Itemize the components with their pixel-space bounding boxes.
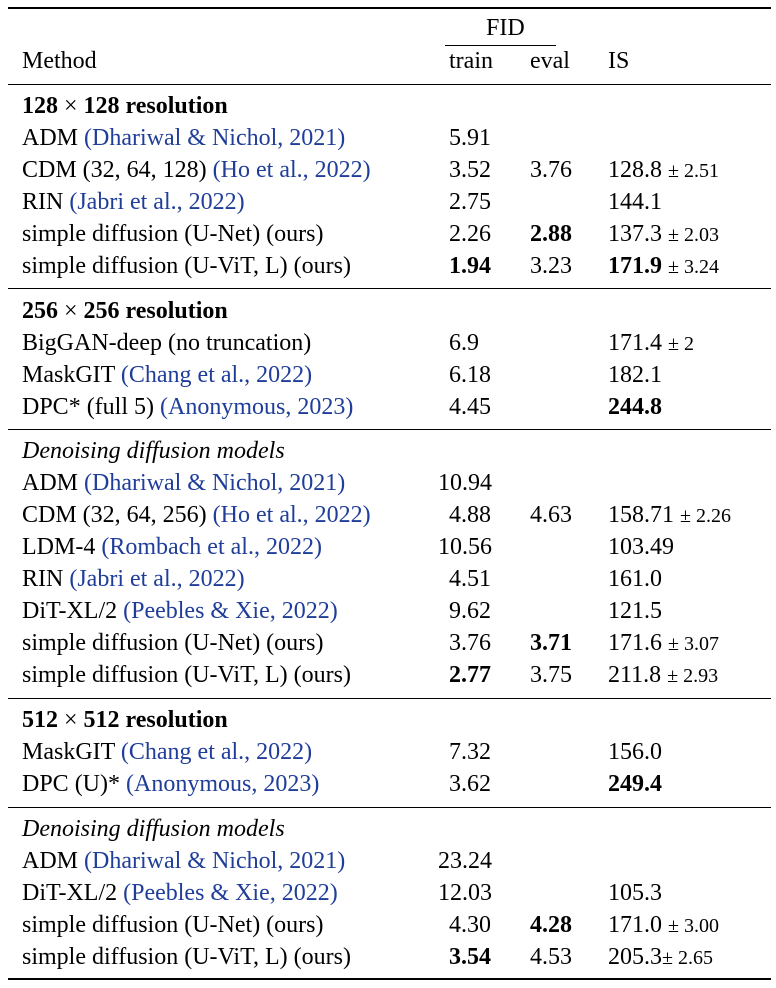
- is-value: 103.49: [608, 534, 674, 560]
- fid-eval-value-best: 3.71: [530, 630, 572, 656]
- resolution-value: 128: [83, 93, 120, 119]
- times-symbol: ×: [64, 298, 78, 324]
- is-value: 161.0: [608, 566, 662, 592]
- resolution-label: resolution: [125, 93, 228, 119]
- fid-train-value: 2.26: [449, 221, 491, 247]
- table-row: ADM (Dhariwal & Nichol, 2021): [22, 125, 346, 151]
- is-value: 137.3 ± 2.03: [608, 221, 719, 247]
- fid-eval-value-best: 2.88: [530, 221, 572, 247]
- fid-train-value: 6.18: [449, 362, 491, 388]
- citation-link[interactable]: (Jabri et al., 2022): [69, 189, 245, 215]
- fid-train-value: 23.24: [438, 848, 492, 874]
- table-row: RIN (Jabri et al., 2022): [22, 566, 245, 592]
- resolution-value: 512: [83, 707, 120, 733]
- fid-eval-value: 3.23: [530, 253, 572, 279]
- citation-link[interactable]: (Anonymous, 2023): [160, 394, 354, 420]
- resolution-value: 512: [22, 707, 58, 733]
- table-row: ADM (Dhariwal & Nichol, 2021): [22, 470, 346, 496]
- fid-train-value: 10.94: [438, 470, 492, 496]
- bottom-rule: [8, 978, 771, 980]
- section-title-256: [22, 297, 228, 325]
- subsection-rule: [8, 429, 771, 430]
- citation-link[interactable]: (Peebles & Xie, 2022): [123, 880, 338, 906]
- is-value: 171.0 ± 3.00: [608, 912, 719, 938]
- citation-link[interactable]: (Dhariwal & Nichol, 2021): [84, 470, 346, 496]
- resolution-value: 256: [83, 298, 120, 324]
- fid-eval-value: 4.63: [530, 502, 572, 528]
- table-row: DPC (U)* (Anonymous, 2023): [22, 771, 320, 797]
- is-value: 156.0: [608, 739, 662, 765]
- section-title-512: [22, 706, 228, 734]
- is-value: 171.6 ± 3.07: [608, 630, 719, 656]
- table-row: simple diffusion (U-ViT, L) (ours): [22, 662, 351, 688]
- fid-train-value: 9.62: [449, 598, 491, 624]
- table-row: DiT-XL/2 (Peebles & Xie, 2022): [22, 598, 338, 624]
- table-row: MaskGIT (Chang et al., 2022): [22, 362, 313, 388]
- is-value: 171.4 ± 2: [608, 330, 694, 356]
- citation-link[interactable]: (Jabri et al., 2022): [69, 566, 245, 592]
- citation-link[interactable]: (Ho et al., 2022): [212, 157, 371, 183]
- is-value: 128.8 ± 2.51: [608, 157, 719, 183]
- is-value-best: 244.8: [608, 394, 662, 420]
- table-row: CDM (32, 64, 128) (Ho et al., 2022): [22, 157, 371, 183]
- table-row: LDM-4 (Rombach et al., 2022): [22, 534, 322, 560]
- is-value: 158.71 ± 2.26: [608, 502, 731, 528]
- is-value: 211.8 ± 2.93: [608, 662, 719, 688]
- citation-link[interactable]: (Anonymous, 2023): [126, 771, 320, 797]
- is-value: 144.1: [608, 189, 662, 215]
- resolution-value: 128: [22, 93, 58, 119]
- fid-train-value-best: 1.94: [449, 253, 491, 279]
- times-symbol: ×: [64, 707, 78, 733]
- resolution-value: 256: [22, 298, 58, 324]
- citation-link[interactable]: (Dhariwal & Nichol, 2021): [84, 125, 346, 151]
- fid-train-value: 10.56: [438, 534, 492, 560]
- top-rule: [8, 7, 771, 9]
- table-row: simple diffusion (U-ViT, L) (ours): [22, 944, 351, 970]
- citation-link[interactable]: (Chang et al., 2022): [120, 739, 313, 765]
- table-row: RIN (Jabri et al., 2022): [22, 189, 245, 215]
- method-header: Method: [22, 48, 97, 74]
- fid-train-value: 4.30: [449, 912, 491, 938]
- fid-train-value-best: 2.77: [449, 662, 491, 688]
- resolution-label: resolution: [125, 707, 228, 733]
- times-symbol: ×: [64, 93, 78, 119]
- fid-train-value: 3.62: [449, 771, 491, 797]
- train-header: train: [449, 48, 493, 74]
- fid-train-value: 2.75: [449, 189, 491, 215]
- table-row: DPC* (full 5) (Anonymous, 2023): [22, 394, 354, 420]
- table-row: DiT-XL/2 (Peebles & Xie, 2022): [22, 880, 338, 906]
- fid-train-value: 3.52: [449, 157, 491, 183]
- is-value-best: 249.4: [608, 771, 662, 797]
- citation-link[interactable]: (Dhariwal & Nichol, 2021): [84, 848, 346, 874]
- subsection-title: Denoising diffusion models: [22, 816, 285, 842]
- fid-eval-value: 3.75: [530, 662, 572, 688]
- fid-train-value: 3.76: [449, 630, 491, 656]
- is-value: 205.3± 2.65: [608, 944, 713, 970]
- is-value: 182.1: [608, 362, 662, 388]
- citation-link[interactable]: (Peebles & Xie, 2022): [123, 598, 338, 624]
- fid-train-value: 12.03: [438, 880, 492, 906]
- section-title-128: [22, 92, 228, 120]
- table-row: MaskGIT (Chang et al., 2022): [22, 739, 313, 765]
- header-rule: [8, 84, 771, 85]
- table-row: simple diffusion (U-Net) (ours): [22, 630, 324, 656]
- fid-eval-value: 4.53: [530, 944, 572, 970]
- table-row: simple diffusion (U-ViT, L) (ours): [22, 253, 351, 279]
- section-rule: [8, 698, 771, 699]
- subsection-title: Denoising diffusion models: [22, 438, 285, 464]
- fid-cmidrule: [445, 45, 556, 46]
- eval-header: eval: [530, 48, 570, 74]
- fid-train-value: 4.45: [449, 394, 491, 420]
- citation-link[interactable]: (Ho et al., 2022): [212, 502, 371, 528]
- citation-link[interactable]: (Chang et al., 2022): [120, 362, 313, 388]
- fid-eval-value: 3.76: [530, 157, 572, 183]
- table-row: ADM (Dhariwal & Nichol, 2021): [22, 848, 346, 874]
- resolution-label: resolution: [125, 298, 228, 324]
- is-value: 121.5: [608, 598, 662, 624]
- fid-train-value: 6.9: [449, 330, 479, 356]
- subsection-rule: [8, 807, 771, 808]
- fid-train-value: 4.88: [449, 502, 491, 528]
- table-row: CDM (32, 64, 256) (Ho et al., 2022): [22, 502, 371, 528]
- is-value: 105.3: [608, 880, 662, 906]
- fid-train-value: 5.91: [449, 125, 491, 151]
- is-header: IS: [608, 48, 630, 74]
- is-value: 171.9 ± 3.24: [608, 253, 719, 279]
- fid-header: FID: [486, 15, 525, 41]
- table-row: simple diffusion (U-Net) (ours): [22, 912, 324, 938]
- fid-train-value: 4.51: [449, 566, 491, 592]
- fid-eval-value-best: 4.28: [530, 912, 572, 938]
- fid-train-value: 7.32: [449, 739, 491, 765]
- table-row: simple diffusion (U-Net) (ours): [22, 221, 324, 247]
- section-rule: [8, 288, 771, 289]
- citation-link[interactable]: (Rombach et al., 2022): [101, 534, 322, 560]
- fid-train-value-best: 3.54: [449, 944, 491, 970]
- table-row: BigGAN-deep (no truncation): [22, 330, 312, 356]
